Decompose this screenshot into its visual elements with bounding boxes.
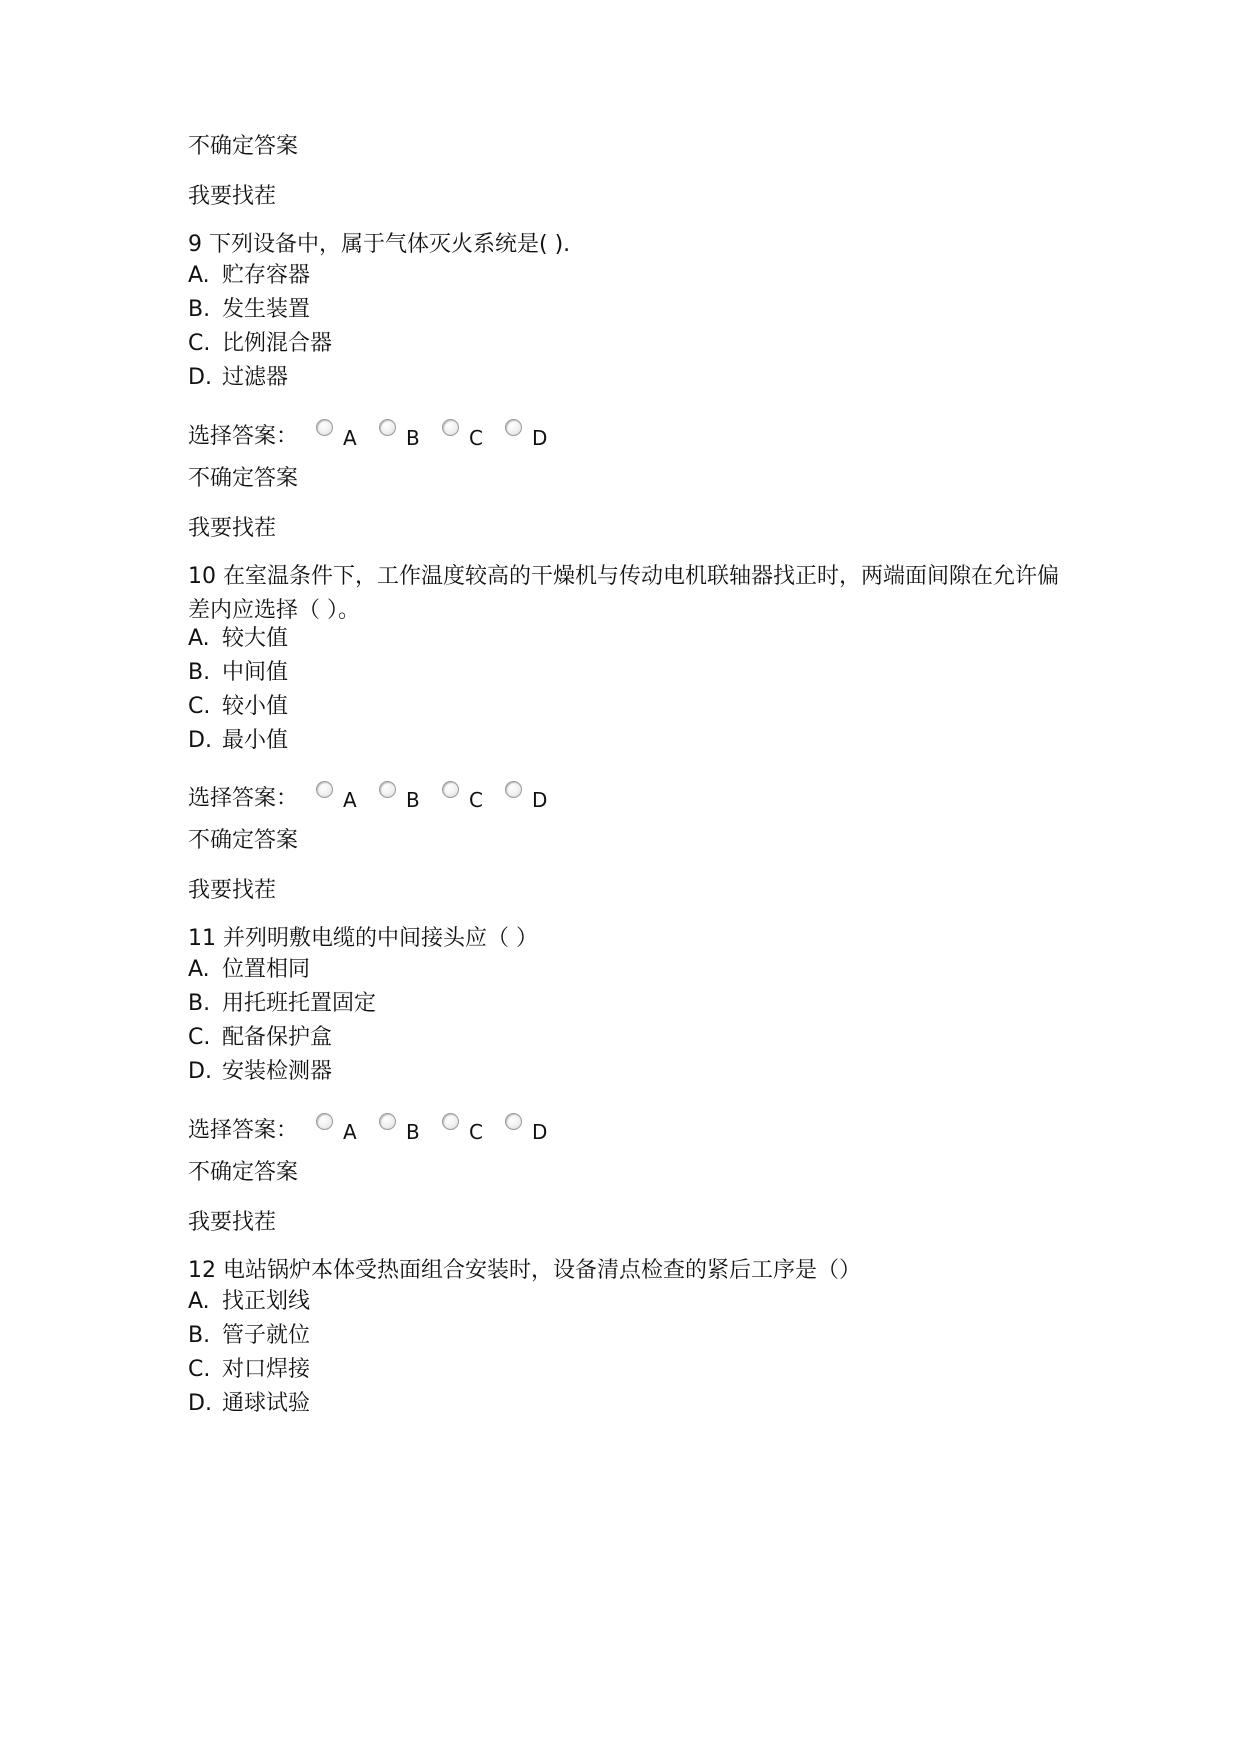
question-text: 10 在室温条件下，工作温度较高的干燥机与传动电机联轴器找正时，两端面间隙在允许偏差内应选择（ ）。 bbox=[188, 564, 1059, 623]
answer-selector bbox=[188, 772, 1068, 812]
option-list bbox=[188, 622, 1068, 758]
radio-button[interactable] bbox=[505, 419, 522, 436]
option-text: 对口焊接 bbox=[222, 1357, 311, 1382]
select-answer-label: 选择答案： bbox=[188, 424, 299, 449]
radio-button[interactable] bbox=[379, 1113, 396, 1130]
option-letter: B. bbox=[188, 660, 211, 685]
option-d bbox=[188, 1387, 1068, 1421]
option-letter: A. bbox=[188, 626, 210, 651]
choice-label: A bbox=[343, 1120, 357, 1144]
option-text: 找正划线 bbox=[222, 1289, 311, 1314]
option-text: 中间值 bbox=[222, 660, 289, 685]
option-text: 较小值 bbox=[222, 694, 289, 719]
option-list bbox=[188, 953, 1068, 1089]
radio-button[interactable] bbox=[379, 419, 396, 436]
option-a bbox=[188, 259, 1068, 293]
question-text: 9 下列设备中，属于气体灭火系统是( ). bbox=[188, 232, 571, 257]
choice-label: D bbox=[532, 1120, 548, 1144]
option-b bbox=[188, 1319, 1068, 1353]
option-a bbox=[188, 622, 1068, 656]
option-text: 通球试验 bbox=[222, 1391, 311, 1416]
radio-button[interactable] bbox=[442, 419, 459, 436]
radio-button[interactable] bbox=[442, 1113, 459, 1130]
find-fault-link[interactable]: 我要找茬 bbox=[188, 516, 277, 541]
choice-label: B bbox=[406, 1120, 420, 1144]
find-fault-link[interactable]: 我要找茬 bbox=[188, 878, 277, 903]
option-b bbox=[188, 987, 1068, 1021]
radio-button[interactable] bbox=[379, 781, 396, 798]
answer-selector bbox=[188, 410, 1068, 450]
choice-d[interactable] bbox=[505, 1120, 562, 1144]
option-letter: D. bbox=[188, 728, 212, 753]
option-letter: C. bbox=[188, 694, 211, 719]
option-d bbox=[188, 361, 1068, 395]
option-d bbox=[188, 1055, 1068, 1089]
radio-button[interactable] bbox=[316, 419, 333, 436]
choice-label: A bbox=[343, 788, 357, 812]
choice-a[interactable] bbox=[316, 1120, 373, 1144]
option-letter: C. bbox=[188, 331, 211, 356]
choice-b[interactable] bbox=[379, 788, 436, 812]
select-answer-label: 选择答案： bbox=[188, 786, 299, 811]
radio-button[interactable] bbox=[505, 781, 522, 798]
option-text: 较大值 bbox=[222, 626, 289, 651]
choice-d[interactable] bbox=[505, 426, 562, 450]
answer-selector bbox=[188, 1104, 1068, 1144]
radio-button[interactable] bbox=[316, 1113, 333, 1130]
option-text: 发生装置 bbox=[222, 297, 311, 322]
option-letter: B. bbox=[188, 297, 211, 322]
option-text: 配备保护盒 bbox=[222, 1025, 333, 1050]
select-answer-label: 选择答案： bbox=[188, 1118, 299, 1143]
option-a bbox=[188, 953, 1068, 987]
choice-d[interactable] bbox=[505, 788, 562, 812]
option-letter: A. bbox=[188, 263, 210, 288]
option-text: 过滤器 bbox=[222, 365, 289, 390]
option-text: 管子就位 bbox=[222, 1323, 311, 1348]
find-fault-link[interactable]: 我要找茬 bbox=[188, 1210, 277, 1235]
question-text: 11 并列明敷电缆的中间接头应（ ） bbox=[188, 926, 538, 951]
choice-label: A bbox=[343, 426, 357, 450]
option-letter: D. bbox=[188, 1059, 212, 1084]
choice-label: B bbox=[406, 788, 420, 812]
option-c bbox=[188, 1021, 1068, 1055]
option-text: 位置相同 bbox=[222, 957, 311, 982]
choice-label: C bbox=[469, 426, 483, 450]
option-letter: A. bbox=[188, 957, 210, 982]
option-letter: C. bbox=[188, 1025, 211, 1050]
option-letter: B. bbox=[188, 991, 211, 1016]
radio-button[interactable] bbox=[505, 1113, 522, 1130]
choice-a[interactable] bbox=[316, 788, 373, 812]
choice-label: C bbox=[469, 1120, 483, 1144]
unsure-answer-link[interactable]: 不确定答案 bbox=[188, 466, 299, 491]
option-c bbox=[188, 327, 1068, 361]
option-letter: B. bbox=[188, 1323, 211, 1348]
choice-b[interactable] bbox=[379, 426, 436, 450]
unsure-answer-link[interactable]: 不确定答案 bbox=[188, 134, 299, 159]
option-letter: A. bbox=[188, 1289, 210, 1314]
option-text: 安装检测器 bbox=[222, 1059, 333, 1084]
option-c bbox=[188, 690, 1068, 724]
option-c bbox=[188, 1353, 1068, 1387]
option-a bbox=[188, 1285, 1068, 1319]
choice-c[interactable] bbox=[442, 426, 499, 450]
option-text: 比例混合器 bbox=[222, 331, 333, 356]
unsure-answer-link[interactable]: 不确定答案 bbox=[188, 1160, 299, 1185]
option-text: 最小值 bbox=[222, 728, 289, 753]
option-list bbox=[188, 1285, 1068, 1421]
find-fault-link[interactable]: 我要找茬 bbox=[188, 184, 277, 209]
option-b bbox=[188, 293, 1068, 327]
option-letter: D. bbox=[188, 365, 212, 390]
option-text: 贮存容器 bbox=[222, 263, 311, 288]
choice-b[interactable] bbox=[379, 1120, 436, 1144]
option-d bbox=[188, 724, 1068, 758]
choice-label: B bbox=[406, 426, 420, 450]
choice-c[interactable] bbox=[442, 1120, 499, 1144]
radio-button[interactable] bbox=[316, 781, 333, 798]
radio-button[interactable] bbox=[442, 781, 459, 798]
choice-label: D bbox=[532, 426, 548, 450]
choice-label: D bbox=[532, 788, 548, 812]
unsure-answer-link[interactable]: 不确定答案 bbox=[188, 828, 299, 853]
option-list bbox=[188, 259, 1068, 395]
option-letter: D. bbox=[188, 1391, 212, 1416]
choice-a[interactable] bbox=[316, 426, 373, 450]
choice-c[interactable] bbox=[442, 788, 499, 812]
option-b bbox=[188, 656, 1068, 690]
question-text: 12 电站锅炉本体受热面组合安装时，设备清点检查的紧后工序是（） bbox=[188, 1258, 861, 1283]
choice-label: C bbox=[469, 788, 483, 812]
option-letter: C. bbox=[188, 1357, 211, 1382]
option-text: 用托班托置固定 bbox=[222, 991, 377, 1016]
